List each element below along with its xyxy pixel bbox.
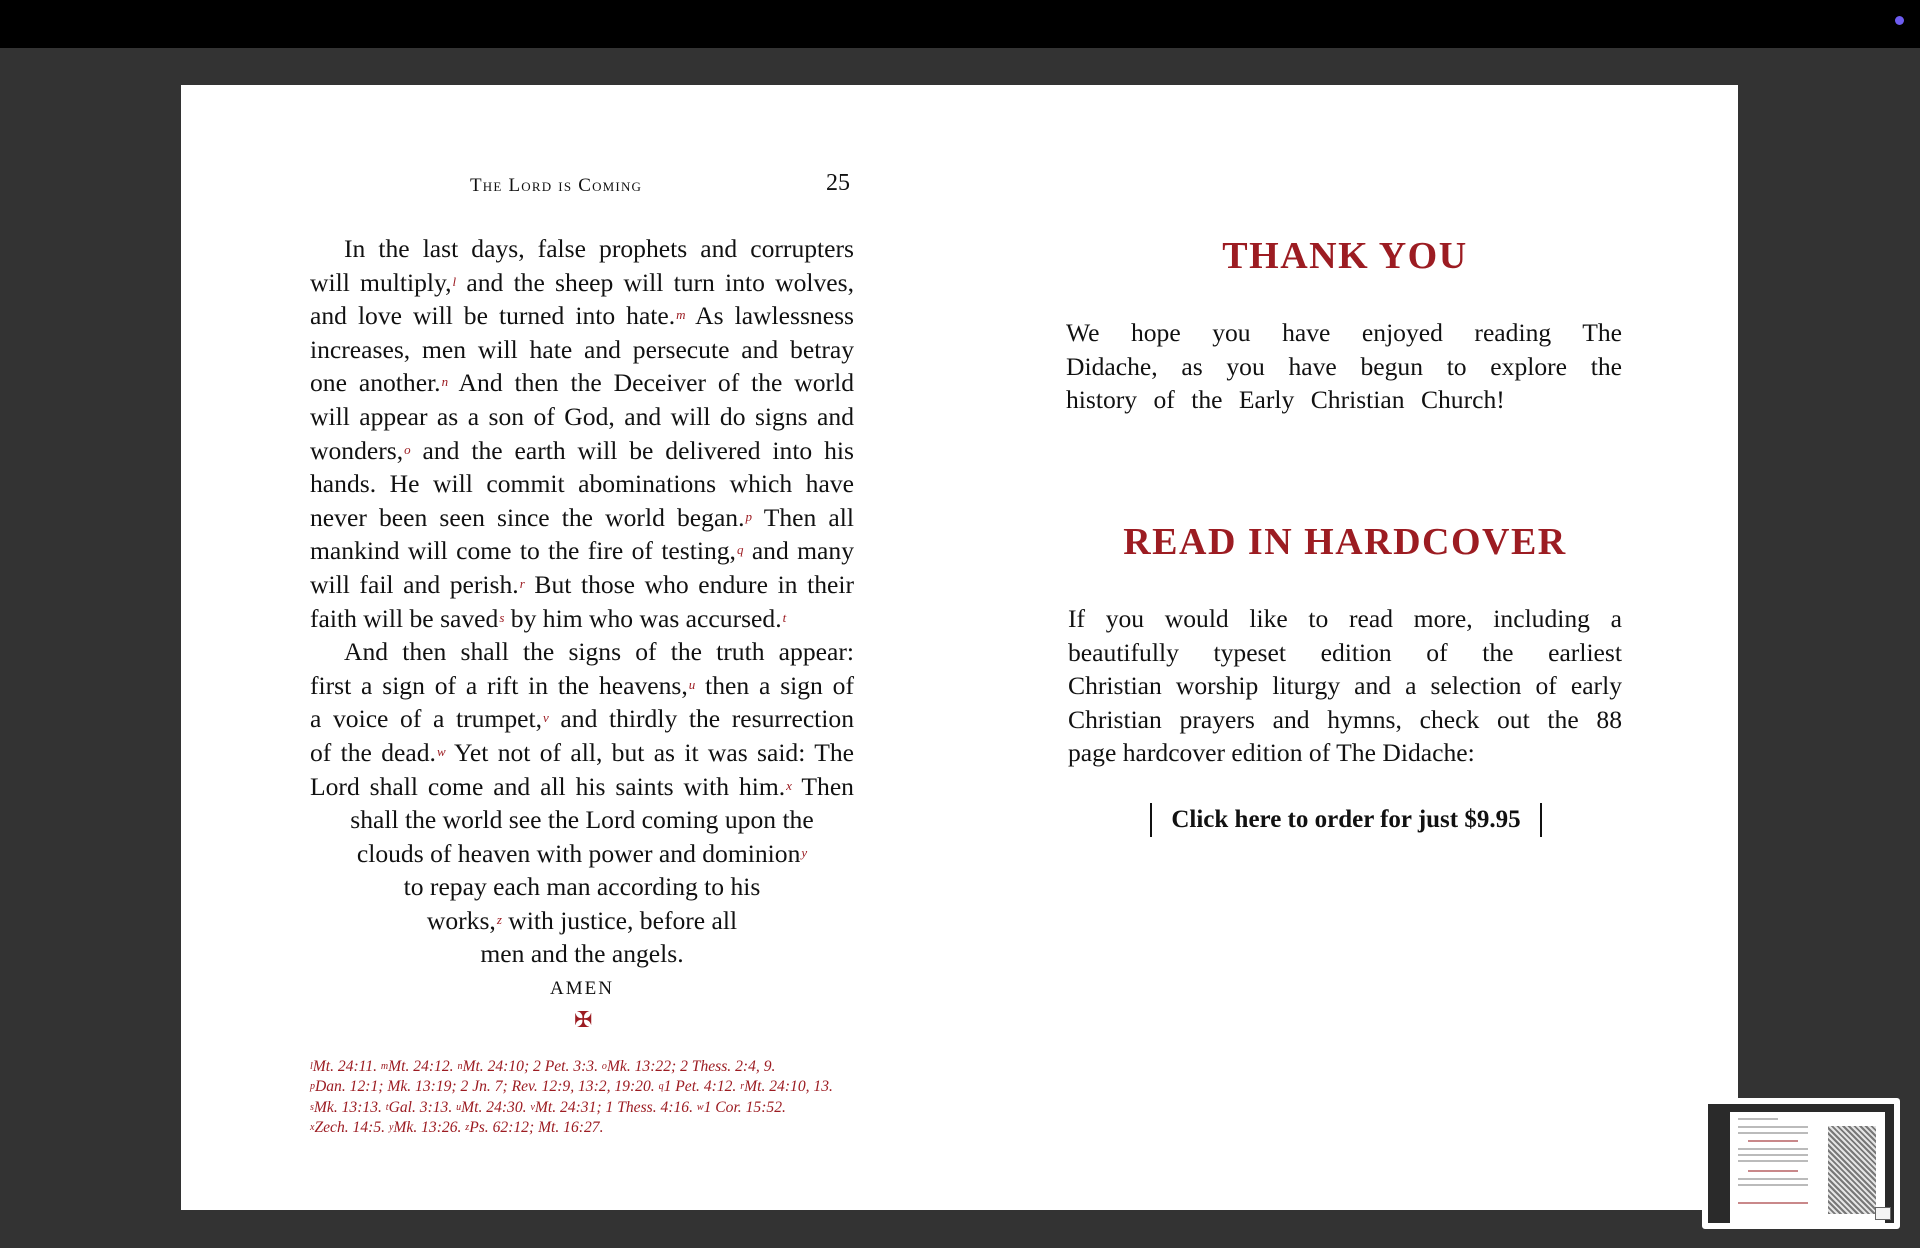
resize-handle-icon[interactable] — [1875, 1207, 1891, 1220]
text-line: wonders,$^o$ and the earth will be delivered into his — [310, 435, 854, 465]
order-link[interactable]: Click here to order for just $9.95 — [1150, 803, 1542, 837]
footnote-letter: w — [696, 1101, 704, 1113]
footnote-letter: y — [388, 1122, 394, 1134]
running-head: The Lord is Coming — [470, 175, 643, 196]
thumb-line — [1748, 1140, 1798, 1142]
text-line: and love will be turned into hate.$^m$ As lawlessness — [310, 301, 854, 331]
text-line: will fail and perish.$^r$ But those who endure in their — [310, 569, 854, 599]
text-line: first a sign of a rift in the heavens,$^u$ then a sign of — [310, 670, 854, 700]
thumb-line — [1738, 1118, 1778, 1120]
footnote-reference: Mk. 13:26. — [393, 1119, 466, 1137]
footnote-reference: Gal. 3:13. — [388, 1098, 457, 1116]
thumbnail-illustration — [1828, 1126, 1876, 1214]
footnote-marker[interactable]: z — [496, 911, 502, 927]
thumbnail-preview — [1708, 1104, 1894, 1223]
text-line: faith will be saved$^s$ by him who was accursed.$^t$ — [310, 603, 787, 633]
text-line: one another.$^n$ And then the Deceiver of the world — [310, 368, 854, 398]
footnote-reference: 1 Cor. 15:52. — [703, 1098, 786, 1116]
footnote-marker[interactable]: p — [745, 508, 753, 524]
thumbnail-page — [1730, 1112, 1885, 1224]
text-line: Christian worship liturgy and a selection of early — [1068, 671, 1622, 701]
thumb-line — [1748, 1170, 1798, 1172]
text-line: And then shall the signs of the truth appear: — [344, 637, 854, 667]
thumb-line — [1738, 1178, 1808, 1180]
footnote-letter: x — [310, 1122, 315, 1134]
text-line: men and the angels. — [480, 939, 684, 969]
thumb-line — [1738, 1126, 1808, 1128]
text-line: shall the world see the Lord coming upon the — [350, 805, 814, 835]
text-line: hands. He will commit abominations which have — [310, 469, 854, 499]
footnote-marker[interactable]: m — [676, 307, 686, 323]
footnote-letter: u — [456, 1101, 462, 1113]
footnote-marker[interactable]: u — [688, 676, 696, 692]
footnote-reference: Mt. 24:10, 13. — [744, 1078, 833, 1096]
amen-heading: AMEN — [550, 978, 614, 999]
thumb-line — [1738, 1148, 1808, 1150]
footnote-letter: t — [385, 1101, 389, 1113]
thumb-line — [1738, 1184, 1808, 1186]
footnote-letter: v — [530, 1101, 535, 1113]
status-dot-icon — [1895, 16, 1904, 25]
text-line: If you would like to read more, including a — [1068, 604, 1622, 633]
paragraph-1 — [310, 232, 854, 635]
footnote-reference: Zech. 14:5. — [314, 1119, 389, 1137]
footnote-reference: 1 Pet. 4:12. — [663, 1078, 741, 1096]
cross-ornament-icon: ✠ — [574, 1007, 593, 1032]
text-line: clouds of heaven with power and dominion$^y$ — [356, 838, 808, 868]
footnote-reference: Dan. 12:1; Mk. 13:19; 2 Jn. 7; Rev. 12:9, 13:2, 19:20. — [315, 1078, 659, 1096]
footnote-marker[interactable]: o — [404, 441, 411, 457]
footnote-reference: Mk. 13:13. — [313, 1098, 386, 1116]
footnote-letter: n — [457, 1061, 463, 1072]
footnote-marker[interactable]: w — [436, 743, 446, 759]
footnote-reference: Mt. 24:31; 1 Thess. 4:16. — [534, 1098, 697, 1116]
text-line: to repay each man according to his — [403, 872, 761, 902]
text-line: mankind will come to the fire of testing,$^q$ and many — [310, 536, 854, 566]
footnote-reference: Ps. 62:12; Mt. 16:27. — [469, 1119, 604, 1137]
footnote-reference: Mt. 24:30. — [461, 1098, 531, 1116]
text-line: never been seen since the world began.$^p$ Then all — [310, 502, 854, 532]
footnote-reference: Mt. 24:12. — [388, 1058, 458, 1075]
page-thumbnail[interactable] — [1702, 1098, 1900, 1229]
thumb-line — [1738, 1132, 1808, 1134]
footnote-line — [310, 1098, 870, 1118]
text-line: will appear as a son of God, and will do signs and — [310, 401, 854, 431]
footnote-marker[interactable]: v — [543, 710, 549, 726]
thank-you-text: We hope you have enjoyed reading The Didache, as you have begun to explore the history of the Early Christian Church! — [1066, 318, 1622, 415]
text-line: of the dead.$^w$ Yet not of all, but as it was said: The — [310, 737, 854, 767]
footnote-letter: o — [601, 1061, 607, 1072]
footnote-marker[interactable]: x — [786, 777, 792, 793]
footnote-line — [310, 1057, 870, 1077]
scripture-text — [310, 232, 854, 971]
footnote-marker[interactable]: r — [519, 575, 525, 591]
text-line: works,$^z$ with justice, before all — [426, 905, 738, 935]
thumb-line — [1738, 1202, 1808, 1204]
paragraph-2 — [310, 635, 854, 971]
text-line: increases, men will hate and persecute and betray — [310, 334, 854, 364]
footnote-reference: Mt. 24:10; 2 Pet. 3:3. — [462, 1058, 602, 1075]
footnote-letter: s — [310, 1101, 314, 1113]
footnote-marker[interactable]: t — [782, 609, 787, 625]
footnote-line — [310, 1077, 870, 1097]
footnote-letter: z — [465, 1122, 470, 1134]
footnote-marker[interactable]: s — [499, 609, 505, 625]
text-line: page hardcover edition of The Didache: — [1068, 738, 1475, 768]
top-bar — [0, 0, 1920, 48]
text-line: a voice of a trumpet,$^v$ and thirdly the resurrection — [310, 704, 854, 734]
footnote-marker[interactable]: n — [441, 374, 449, 390]
footnote-marker[interactable]: l — [452, 273, 457, 289]
footnote-reference: Mt. 24:11. — [312, 1058, 381, 1075]
text-line: In the last days, false prophets and corrupters — [344, 234, 854, 263]
footnotes — [310, 1057, 870, 1139]
hardcover-heading: READ IN HARDCOVER — [1123, 521, 1567, 563]
footnote-letter: m — [380, 1061, 389, 1072]
footnote-letter: l — [310, 1061, 313, 1072]
footnote-marker[interactable]: y — [801, 844, 808, 860]
text-line: beautifully typeset edition of the earliest — [1068, 637, 1622, 667]
footnote-reference: Mk. 13:22; 2 Thess. 2:4, 9. — [606, 1058, 776, 1075]
thumb-line — [1738, 1160, 1808, 1162]
thank-you-heading: THANK YOU — [1222, 235, 1468, 277]
footnote-letter: p — [310, 1081, 315, 1093]
footnote-marker[interactable]: q — [736, 542, 744, 558]
hardcover-text — [1068, 602, 1622, 770]
footnote-letter: r — [740, 1081, 745, 1093]
text-line: Lord shall come and all his saints with him.$^x$ Then — [310, 771, 854, 801]
text-line: will multiply,$^l$ and the sheep will turn into wolves, — [310, 267, 854, 297]
text-line: Christian prayers and hymns, check out the 88 — [1068, 704, 1622, 734]
page-number: 25 — [826, 170, 850, 196]
thumb-line — [1738, 1154, 1808, 1156]
footnote-line — [310, 1118, 870, 1138]
footnote-letter: q — [658, 1081, 664, 1093]
